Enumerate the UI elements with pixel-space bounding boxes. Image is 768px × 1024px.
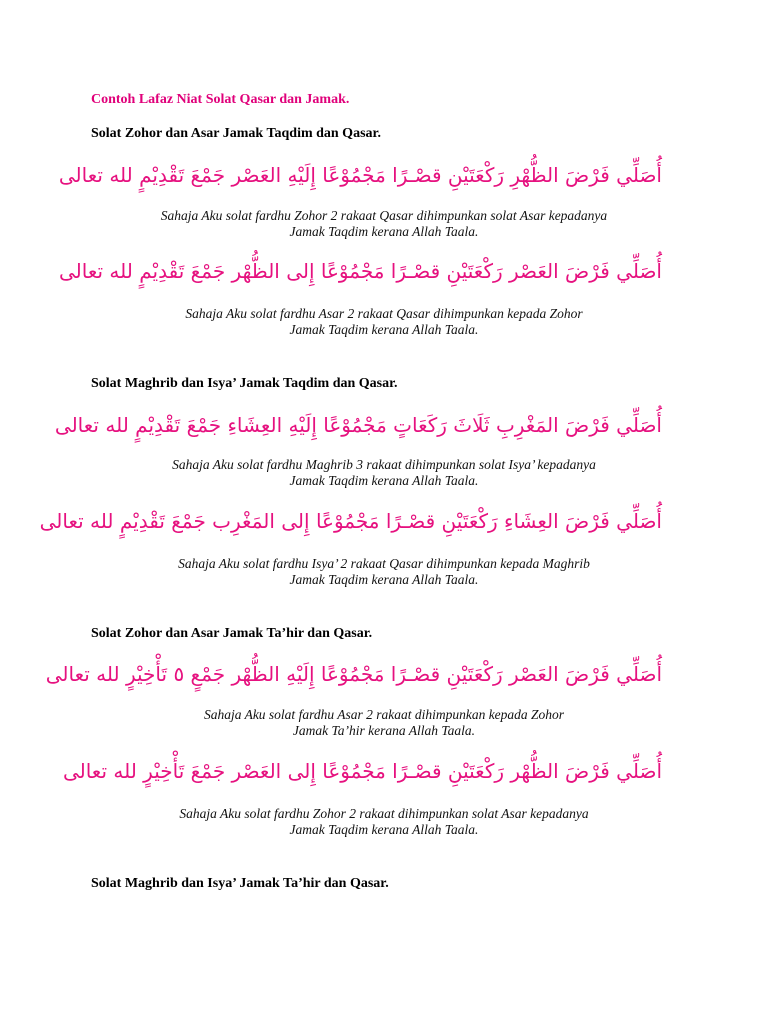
arabic-niat: أُصَلِّي فَرْضَ الظُّهْر رَكْعَتَيْنِ قصْـرًا مَجْمُوْعًا إِلى العَصْر جَمْعَ تَأْخِيْرٍ لله تعالى <box>62 759 662 783</box>
arabic-niat: أُصَلِّي فَرْضَ العِشَاءِ رَكْعَتَيْنِ قصْـرًا مَجْمُوْعًا إِلى المَغْرِب جَمْعَ تَقْدِيْمٍ لله تعالى <box>39 509 662 533</box>
translation-line: Sahaja Aku solat fardhu Asar 2 rakaat dihimpunkan kepada Zohor <box>203 707 565 722</box>
translation <box>100 306 668 338</box>
translation-line: Jamak Taqdim kerana Allah Taala. <box>289 822 479 837</box>
section-heading: Solat Zohor dan Asar Jamak Taqdim dan Qasar. <box>91 126 381 141</box>
translation-line: Jamak Ta’hir kerana Allah Taala. <box>292 723 476 738</box>
section-heading: Solat Maghrib dan Isya’ Jamak Ta’hir dan Qasar. <box>91 876 389 891</box>
translation-line: Jamak Taqdim kerana Allah Taala. <box>289 224 479 239</box>
translation <box>100 457 668 489</box>
translation <box>100 707 668 739</box>
translation-line: Sahaja Aku solat fardhu Zohor 2 rakaat Qasar dihimpunkan solat Asar kepadanya <box>160 208 608 223</box>
translation-line: Sahaja Aku solat fardhu Zohor 2 rakaat dihimpunkan solat Asar kepadanya <box>179 806 589 821</box>
translation-line: Jamak Taqdim kerana Allah Taala. <box>289 322 479 337</box>
translation <box>100 208 668 240</box>
arabic-niat: أُصَلِّي فَرْضَ العَصْر رَكْعَتَيْنِ قصْـرًا مَجْمُوْعًا إِلَيْهِ الظُّهْر جَمْعٍ ٥ تَأْخِيْرٍ لله تعالى <box>45 662 662 686</box>
translation <box>100 556 668 588</box>
translation-line: Sahaja Aku solat fardhu Asar 2 rakaat Qasar dihimpunkan kepada Zohor <box>185 306 583 321</box>
arabic-niat: أُصَلِّي فَرْضَ العَصْر رَكْعَتَيْنِ قصْـرًا مَجْمُوْعًا إِلى الظُّهْر جَمْعَ تَقْدِيْمٍ لله تعالى <box>58 259 662 283</box>
translation-line: Jamak Taqdim kerana Allah Taala. <box>289 572 479 587</box>
arabic-niat: أُصَلِّي فَرْضَ الظُّهْرِ رَكْعَتَيْنِ قصْـرًا مَجْمُوْعًا إِلَيْهِ العَصْر جَمْعَ تَقْدِيْمٍ لله تعالى <box>58 163 662 187</box>
arabic-niat: أُصَلِّي فَرْضَ المَغْرِبِ ثَلَاثَ رَكَعَاتٍ مَجْمُوْعًا إِلَيْهِ العِشَاءِ جَمْعَ تَقْدِيْمٍ لله تعالى <box>54 413 662 437</box>
section-heading: Solat Zohor dan Asar Jamak Ta’hir dan Qasar. <box>91 626 373 641</box>
document-title: Contoh Lafaz Niat Solat Qasar dan Jamak. <box>91 92 350 107</box>
translation-line: Jamak Taqdim kerana Allah Taala. <box>289 473 479 488</box>
translation-line: Sahaja Aku solat fardhu Maghrib 3 rakaat dihimpunkan solat Isya’ kepadanya <box>172 457 596 472</box>
section-heading: Solat Maghrib dan Isya’ Jamak Taqdim dan Qasar. <box>91 376 398 391</box>
translation <box>100 806 668 838</box>
translation-line: Sahaja Aku solat fardhu Isya’ 2 rakaat Qasar dihimpunkan kepada Maghrib <box>178 556 590 571</box>
